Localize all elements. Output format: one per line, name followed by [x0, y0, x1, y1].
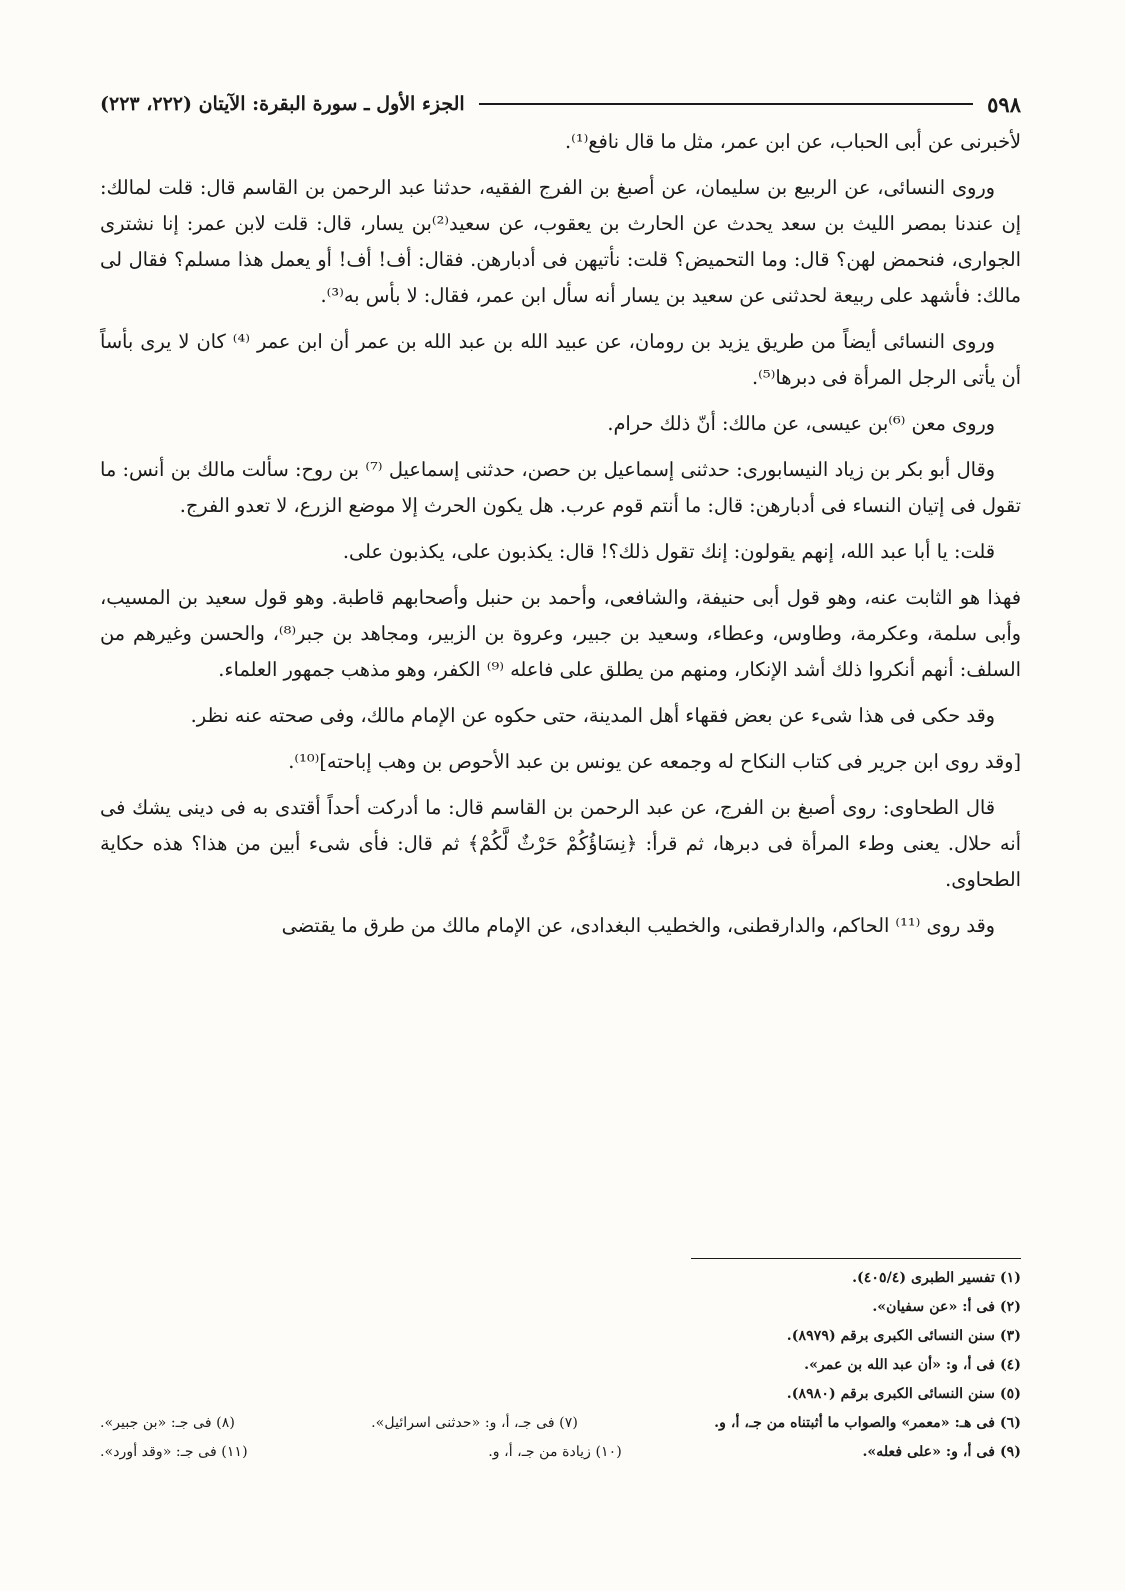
paragraph: وروى النسائى، عن الربيع بن سليمان، عن أصبغ بن الفرج الفقيه، حدثنا عبد الرحمن بن القاسم قال: قلت لمالك: إن عندنا بمصر الليث بن سعد يحدث عن الحارث بن يعقوب، عن سعيد⁽²⁾بن يسار، قال: قلت لابن عمر: إنا نشترى الجوارى، فنحمض لهن؟ قال: وما التحميض؟ قلت: نأتيهن فى أدبارهن. فقال: أف! أف! أو يعمل هذا مسلم؟ فقال لى مالك: فأشهد على ربيعة لحدثنى عن سعيد بن يسار أنه سأل ابن عمر، فقال: لا بأس به⁽³⁾.	[100, 176, 1021, 307]
page-number: ٥٩٨	[987, 91, 1021, 117]
footnote: (٥) سنن النسائى الكبرى برقم (٨٩٨٠).	[786, 1386, 1021, 1402]
paragraph: وروى معن ⁽⁶⁾بن عيسى، عن مالك: أنّ ذلك حرام.	[607, 412, 995, 435]
paragraph: [وقد روى ابن جرير فى كتاب النكاح له وجمعه عن يونس بن عبد الأحوص بن وهب إباحته]⁽¹⁰⁾.	[288, 750, 1021, 773]
footnote: (٩) فى أ، و: «على فعله».	[862, 1444, 1021, 1460]
paragraph: فهذا هو الثابت عنه، وهو قول أبى حنيفة، والشافعى، وأحمد بن حنبل وأصحابهم قاطبة. وهو قول سعيد بن المسيب، وأبى سلمة، وعكرمة، وطاوس، وعطاء، وسعيد بن جبير، وعروة بن الزبير، ومجاهد بن جبر⁽⁸⁾، والحسن وغيرهم من السلف: أنهم أنكروا ذلك أشد الإنكار، ومنهم من يطلق على فاعله ⁽⁹⁾ الكفر، وهو مذهب جمهور العلماء.	[100, 586, 1021, 681]
footnote: (١٠) زيادة من جـ، أ، و.	[488, 1444, 622, 1460]
footnote: (٤) فى أ، و: «أن عبد الله بن عمر».	[804, 1357, 1021, 1373]
footnote: (٢) فى أ: «عن سفيان».	[872, 1299, 1021, 1315]
paragraph: وقد روى ⁽¹¹⁾ الحاكم، والدارقطنى، والخطيب البغدادى، عن الإمام مالك من طرق ما يقتضى	[281, 914, 995, 937]
footnote: (١١) فى جـ: «وقد أورد».	[100, 1444, 248, 1460]
footnote: (١) تفسير الطبرى (٤٠٥/٤).	[852, 1270, 1021, 1286]
paragraph: وروى النسائى أيضاً من طريق يزيد بن رومان، عن عبيد الله بن عبد الله بن عمر أن ابن عمر ⁽⁴⁾ كان لا يرى بأساً أن يأتى الرجل المرأة فى دبرها⁽⁵⁾.	[100, 330, 1021, 389]
running-title: الجزء الأول ـ سورة البقرة: الآيتان (٢٢٢، ٢٢٣)	[100, 93, 465, 115]
paragraph: قال الطحاوى: روى أصبغ بن الفرج، عن عبد الرحمن بن القاسم قال: ما أدركت أحداً أقتدى به فى دينى يشك فى أنه حلال. يعنى وطء المرأة فى دبرها، ثم قرأ: ﴿نِسَاؤُكُمْ حَرْثٌ لَّكُمْ﴾ ثم قال: فأى شىء أبين من هذا؟ هذه حكاية الطحاوى.	[100, 796, 1021, 891]
paragraph: وقد حكى فى هذا شىء عن بعض فقهاء أهل المدينة، حتى حكوه عن الإمام مالك، وفى صحته عنه نظر.	[190, 704, 995, 727]
paragraph: قلت: يا أبا عبد الله، إنهم يقولون: إنك تقول ذلك؟! قال: يكذبون على، يكذبون على.	[342, 540, 995, 563]
footnote: (٣) سنن النسائى الكبرى برقم (٨٩٧٩).	[786, 1328, 1021, 1344]
paragraph: وقال أبو بكر بن زياد النيسابورى: حدثنى إسماعيل بن حصن، حدثنى إسماعيل ⁽⁷⁾ بن روح: سألت مالك بن أنس: ما تقول فى إتيان النساء فى أدبارهن: قال: ما أنتم قوم عرب. هل يكون الحرث إلا موضع الزرع، لا تعدو الفرج.	[100, 458, 1021, 517]
main-text	[100, 124, 1021, 954]
paragraph: لأخبرنى عن أبى الحباب، عن ابن عمر، مثل ما قال نافع⁽¹⁾.	[564, 130, 1021, 153]
page-header	[100, 84, 1021, 124]
footnote-divider	[691, 1258, 1021, 1259]
footnote: (٧) فى جـ، أ، و: «حدثنى اسرائيل».	[371, 1415, 578, 1431]
header-rule	[479, 103, 973, 105]
footnote: (٨) فى جـ: «بن جبير».	[100, 1415, 235, 1431]
footnotes	[100, 1264, 1021, 1467]
footnote: (٦) فى هـ: «معمر» والصواب ما أثبتناه من جـ، أ، و.	[714, 1415, 1021, 1431]
